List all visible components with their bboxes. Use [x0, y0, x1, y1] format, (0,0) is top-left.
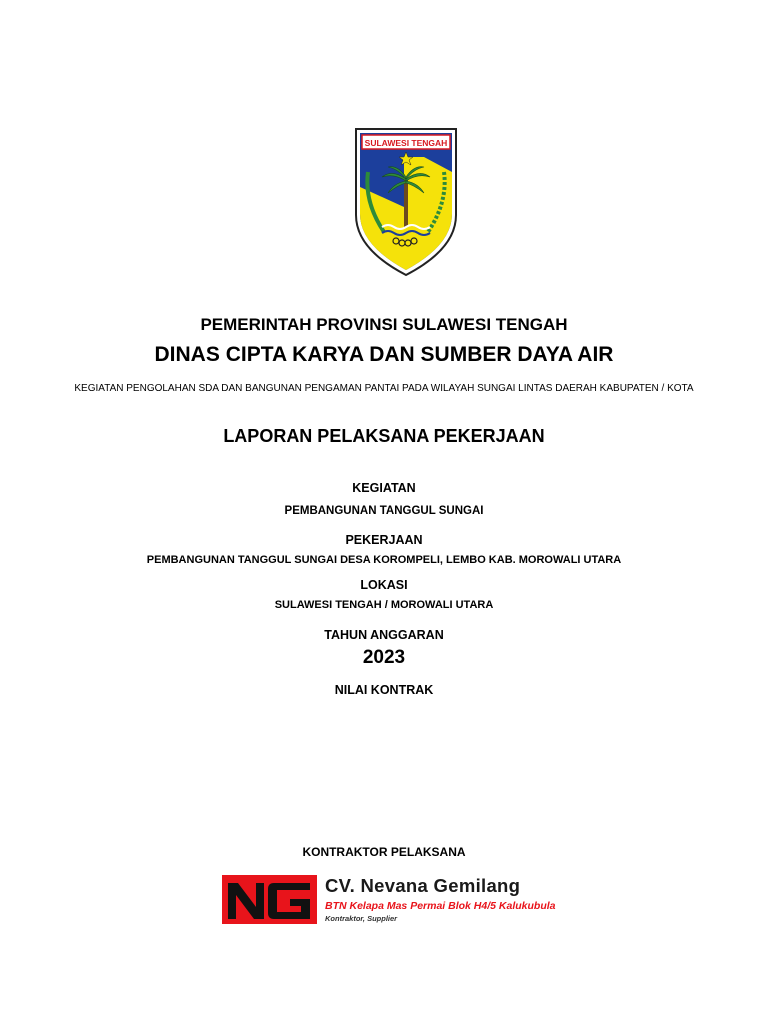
tahun-anggaran-label: TAHUN ANGGARAN	[324, 628, 444, 642]
report-title: LAPORAN PELAKSANA PEKERJAAN	[223, 426, 545, 446]
pekerjaan-label: PEKERJAAN	[345, 533, 423, 547]
company-type: Kontraktor, Supplier	[325, 914, 398, 923]
company-address: BTN Kelapa Mas Permai Blok H4/5 Kalukubula	[325, 900, 556, 912]
province-crest-logo	[354, 127, 458, 277]
contractor-label: KONTRAKTOR PELAKSANA	[302, 845, 466, 859]
lokasi-label: LOKASI	[360, 578, 408, 592]
company-ng-logo	[222, 875, 317, 924]
kegiatan-label: KEGIATAN	[352, 481, 416, 495]
crest-banner-text: SULAWESI TENGAH	[364, 138, 448, 148]
nilai-kontrak-label: NILAI KONTRAK	[334, 683, 434, 697]
government-name: PEMERINTAH PROVINSI SULAWESI TENGAH	[200, 315, 568, 334]
contractor-block	[222, 875, 582, 925]
tahun-anggaran-value: 2023	[362, 647, 406, 668]
agency-name: DINAS CIPTA KARYA DAN SUMBER DAYA AIR	[154, 343, 614, 366]
kegiatan-value: PEMBANGUNAN TANGGUL SUNGAI	[284, 505, 484, 517]
lokasi-value: SULAWESI TENGAH / MOROWALI UTARA	[274, 599, 494, 611]
pekerjaan-value: PEMBANGUNAN TANGGUL SUNGAI DESA KOROMPELI, LEMBO KAB. MOROWALI UTARA	[146, 554, 622, 566]
company-name: CV. Nevana Gemilang	[325, 875, 521, 896]
program-description: KEGIATAN PENGOLAHAN SDA DAN BANGUNAN PENGAMAN PANTAI PADA WILAYAH SUNGAI LINTAS DAERAH KABUPATEN / KOTA	[74, 383, 694, 394]
